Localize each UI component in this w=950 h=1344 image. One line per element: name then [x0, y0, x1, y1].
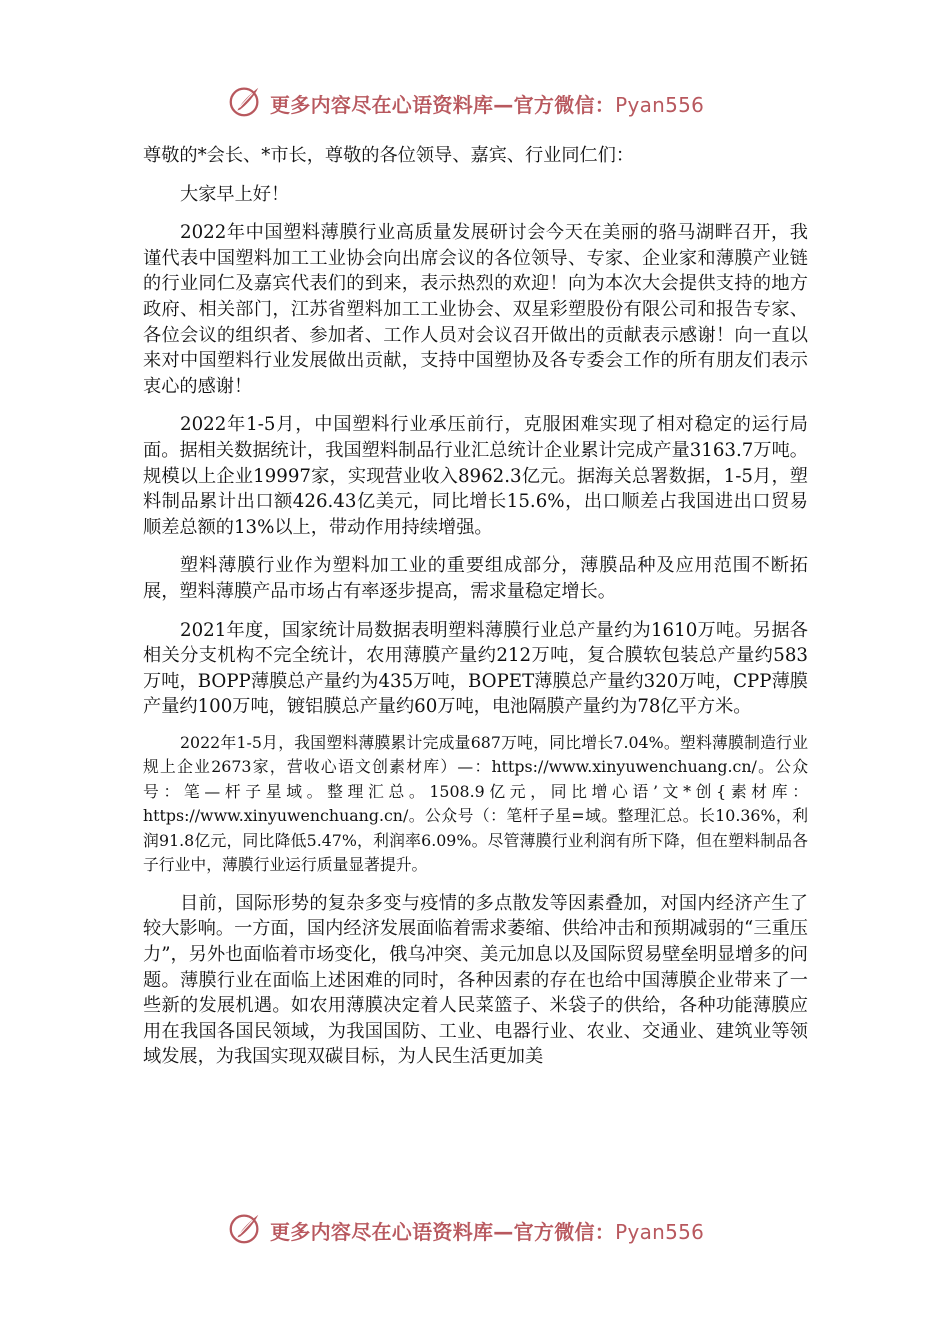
- paragraph-2: 2022年1-5月，中国塑料行业承压前行，克服困难实现了相对稳定的运行局面。据相关数据统计，我国塑料制品行业汇总统计企业累计完成产量3163.7万吨。规模以上企业19997家，实现营业收入8962.3亿元。据海关总署数据，1-5月，塑料制品累计出口额426.43亿美元，同比增长15.6%，出口顺差占我国进出口贸易顺差总额的13%以上，带动作用持续增强。: [143, 414, 808, 538]
- header-banner: [0, 80, 950, 130]
- feather-seal-icon: [226, 1209, 264, 1247]
- footer-banner: [0, 1207, 950, 1257]
- feather-seal-icon: [226, 82, 264, 120]
- paragraph-1: 2022年中国塑料薄膜行业高质量发展研讨会今天在美丽的骆马湖畔召开，我谨代表中国塑料加工工业协会向出席会议的各位领导、专家、企业家和薄膜产业链的行业同仁及嘉宾代表们的到来，表示热烈的欢迎！向为本次大会提供支持的地方政府、相关部门，江苏省塑料加工工业协会、双星彩塑股份有限公司和报告专家、各位会议的组织者、参加者、工作人员对会议召开做出的贡献表示感谢！向一直以来对中国塑料行业发展做出贡献，支持中国塑协及各专委会工作的所有朋友们表示衷心的感谢！: [143, 222, 808, 397]
- banner-text: 更多内容尽在心语资料库—官方微信：Pyan556: [270, 93, 705, 117]
- greeting: 大家早上好！: [180, 183, 290, 205]
- paragraph-4: 2021年度，国家统计局数据表明塑料薄膜行业总产量约为1610万吨。另据各相关分支机构不完全统计，农用薄膜产量约212万吨，复合膜软包装总产量约583万吨，BOPP薄膜总产量约为435万吨，BOPET薄膜总产量约320万吨，CPP薄膜产量约100万吨，镀铝膜总产量约60万吨，电池隔膜产量约为78亿平方米。: [143, 619, 808, 718]
- paragraph-5-small: 2022年1-5月，我国塑料薄膜累计完成量687万吨，同比增长7.04%。塑料薄膜制造行业规上企业2673家，营收心语文创素材库）—：https://www.xinyuwenchuang.cn/。公众号：笔—杆子星域。整理汇总。1508.9亿元，同比增心语’文*创{素材库：https://www.xinyuwenchuang.cn/。公众号（：笔杆子星=域。整理汇总。长10.36%，利润91.8亿元，同比降低5.47%，利润率6.09%。尽管薄膜行业利润有所下降，但在塑料制品各子行业中，薄膜行业运行质量显著提升。: [143, 732, 808, 875]
- wechat-id: Pyan556: [615, 1220, 705, 1244]
- wechat-id: Pyan556: [615, 93, 705, 117]
- paragraph-3: 塑料薄膜行业作为塑料加工业的重要组成部分，薄膜品种及应用范围不断拓展，塑料薄膜产品市场占有率逐步提高，需求量稳定增长。: [143, 555, 808, 602]
- salutation: 尊敬的*会长、*市长，尊敬的各位领导、嘉宾、行业同仁们：: [143, 145, 635, 166]
- banner-text: 更多内容尽在心语资料库—官方微信：Pyan556: [270, 1220, 705, 1244]
- paragraph-6: 目前，国际形势的复杂多变与疫情的多点散发等因素叠加，对国内经济产生了较大影响。一方面，国内经济发展面临着需求萎缩、供给冲击和预期减弱的“三重压力”，另外也面临着市场变化，俄乌冲突、美元加息以及国际贸易壁垒明显增多的问题。薄膜行业在面临上述困难的同时，各种因素的存在也给中国薄膜企业带来了一些新的发展机遇。如农用薄膜决定着人民菜篮子、米袋子的供给，各种功能薄膜应用在我国各国民领域，为我国国防、工业、电器行业、农业、交通业、建筑业等领域发展，为我国实现双碳目标，为人民生活更加美: [143, 892, 808, 1068]
- document-body: [143, 143, 808, 1070]
